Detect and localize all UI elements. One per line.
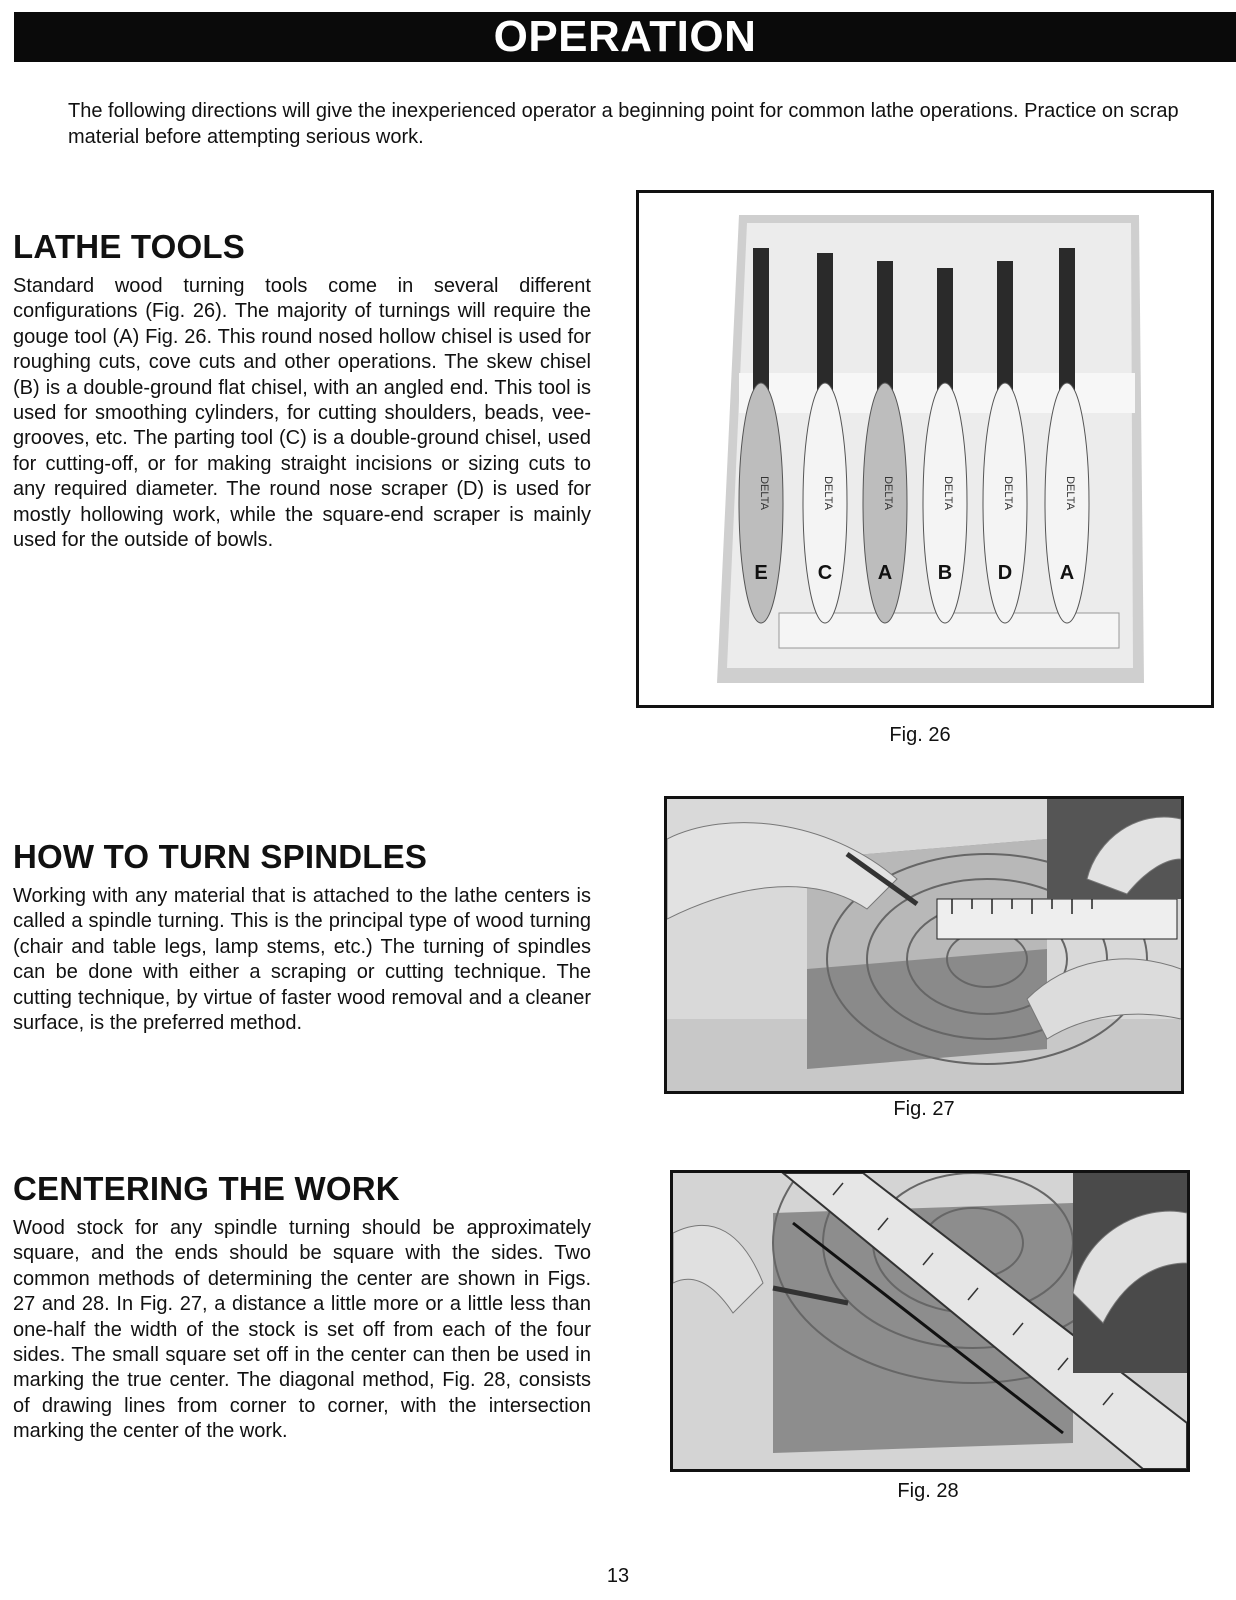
tool-blade	[997, 261, 1013, 393]
diagonal-method-photo	[673, 1173, 1187, 1469]
section-heading: CENTERING THE WORK	[13, 1170, 400, 1207]
lathe-tools-illustration	[639, 193, 1211, 705]
handle-brand-label: DELTA	[942, 476, 954, 510]
section-centering	[13, 1170, 591, 1445]
figure-26-caption: Fig. 26	[889, 724, 951, 746]
section-spindles	[13, 838, 591, 1036]
figure-28-caption: Fig. 28	[897, 1480, 959, 1502]
intro-text: The following directions will give the inexperienced operator a beginning point for common lathe operations. Practice on scrap material before attempting serious work.	[68, 100, 1179, 148]
page-number: 13	[606, 1565, 630, 1587]
figure-27-image	[664, 796, 1184, 1094]
tool-letter-label: A	[1059, 562, 1075, 584]
tool-blade	[937, 268, 953, 393]
page-title: OPERATION	[493, 12, 757, 61]
tool-blade	[1059, 248, 1075, 393]
section-body: Working with any material that is attached to the lathe centers is called a spindle turning. This is the principal type of wood turning (chair and table legs, lamp stems, etc.) The turning of spindles can be done with either a scraping or cutting technique. The cutting technique, by virtue of faster wood removal and a cleaner surface, is the preferred method.	[13, 885, 591, 1035]
handle-brand-label: DELTA	[882, 476, 894, 510]
tool-letter-label: A	[877, 562, 893, 584]
handle-brand-label: DELTA	[1064, 476, 1076, 510]
header-banner	[14, 12, 1236, 62]
handle-brand-label: DELTA	[1002, 476, 1014, 510]
tool-blade	[753, 248, 769, 393]
tool-letter-label: B	[937, 562, 953, 584]
section-lathe-tools	[13, 228, 591, 553]
steel-rule	[937, 899, 1177, 939]
section-body: Standard wood turning tools come in several different configurations (Fig. 26). The majority of turnings will require the gouge tool (A) Fig. 26. This round nosed hollow chisel is used for roughing cuts, cove cuts and other operations. The skew chisel (B) is a double-ground flat chisel, with an angled end. This tool is used for smoothing cylinders, for cutting shoulders, beads, vee-grooves, etc. The parting tool (C) is a double-ground chisel, used for cutting-off, or for making straight incisions or sizing cuts to any required diameter. The round nose scraper (D) is used for mostly hollowing work, while the square-end scraper is mainly used for the outside of bowls.	[13, 275, 591, 552]
section-heading: LATHE TOOLS	[13, 228, 245, 265]
handle-brand-label: DELTA	[822, 476, 834, 510]
figure-26-image	[636, 190, 1214, 708]
measuring-stock-photo	[667, 799, 1181, 1091]
intro-block	[68, 98, 1218, 150]
tool-letter-label: E	[754, 562, 768, 584]
tool-blade	[817, 253, 833, 393]
figure-27-caption: Fig. 27	[893, 1098, 955, 1120]
tool-letter-label: D	[997, 562, 1013, 584]
tool-letter-label: C	[817, 562, 833, 584]
handle-brand-label: DELTA	[758, 476, 770, 510]
section-body: Wood stock for any spindle turning should be approximately square, and the ends should be square with the sides. Two common methods of determining the center are shown in Figs. 27 and 28. In Fig. 27, a distance a little more or a little less than one-half the width of the stock is set off from each of the four sides. The small square set off in the center can then be used in marking the true center. The diagonal method, Fig. 28, consists of drawing lines from corner to corner, with the intersection marking the center of the work.	[13, 1217, 591, 1443]
tool-blade	[877, 261, 893, 393]
figure-28-image	[670, 1170, 1190, 1472]
section-heading: HOW TO TURN SPINDLES	[13, 838, 428, 875]
